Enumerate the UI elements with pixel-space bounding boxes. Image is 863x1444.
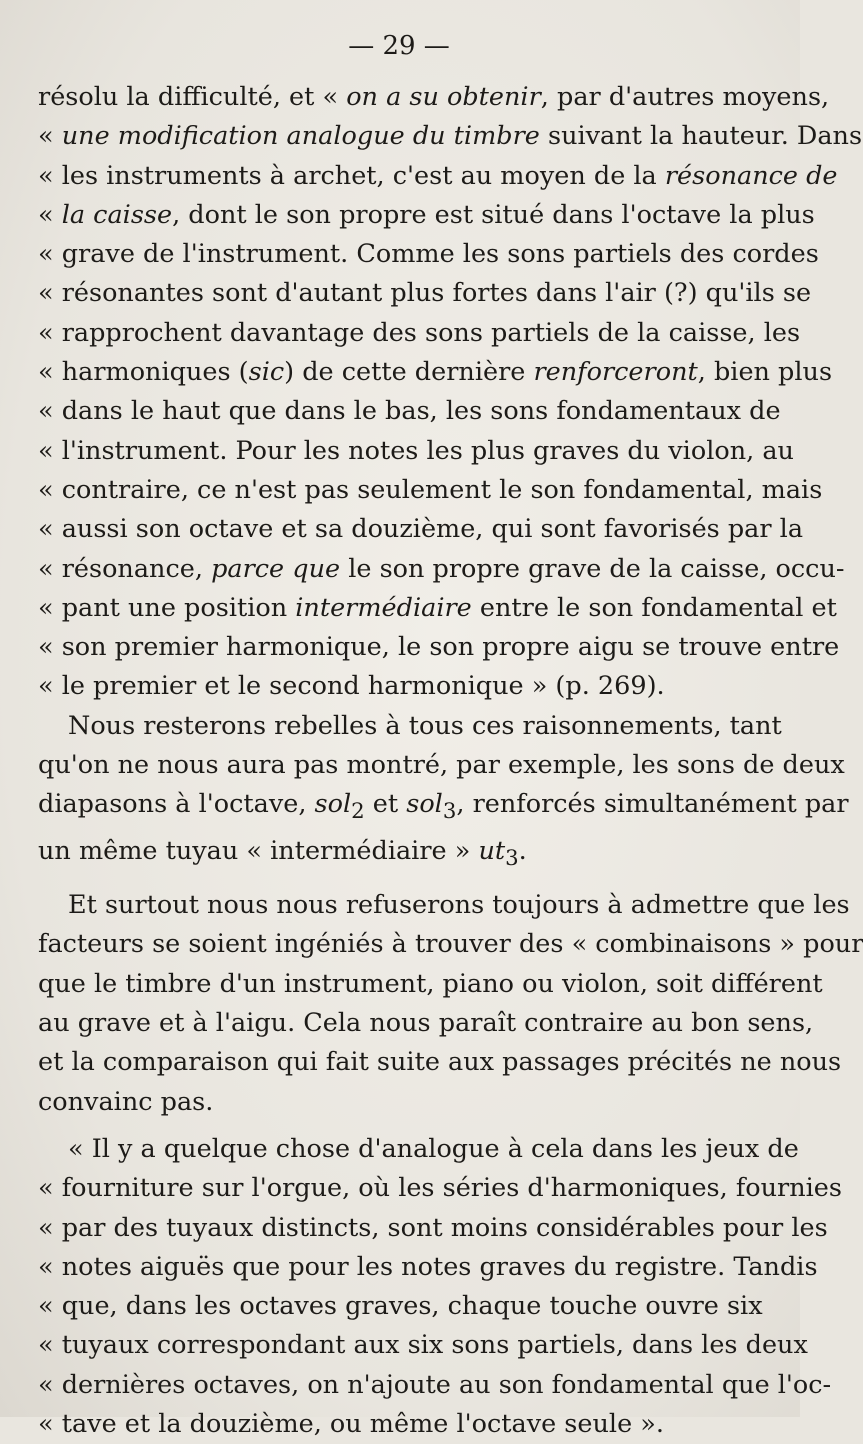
page-number: — 29 —	[348, 31, 450, 61]
text-run: un même tuyau « intermédiaire »	[38, 835, 479, 866]
text-run: ut	[478, 835, 506, 866]
text-line	[38, 886, 850, 925]
text-run: convainc pas.	[38, 1086, 214, 1117]
text-run: « les instruments à archet, c'est au moyen de la	[38, 160, 665, 191]
text-line	[38, 1326, 808, 1365]
text-run: on a su obtenir	[346, 82, 541, 112]
text-run: sic	[248, 357, 285, 388]
text-run: 2	[351, 799, 365, 825]
text-run: parce que	[211, 553, 341, 584]
text-run: le son propre grave de la caisse, occu-	[340, 553, 845, 584]
text-run: « rapprochent davantage des sons partiels de la caisse, les	[38, 317, 801, 348]
text-run: « Il y a quelque chose d'analogue à cela dans les jeux de	[68, 1133, 799, 1164]
text-line	[38, 667, 760, 706]
text-line	[38, 1043, 842, 1082]
text-run: et la comparaison qui fait suite aux passages précités ne nous	[38, 1047, 842, 1078]
text-line	[38, 1169, 842, 1208]
text-line	[38, 392, 781, 431]
text-line	[38, 510, 804, 549]
text-line	[38, 432, 794, 471]
text-line	[38, 353, 833, 392]
text-run: facteurs se soient ingéniés à trouver des « combinaisons » pour	[38, 929, 863, 960]
text-run: « dernières octaves, on n'ajoute au son fondamental que l'oc-	[38, 1369, 832, 1400]
text-run: « par des tuyaux distincts, sont moins considérables pour les	[38, 1212, 828, 1243]
text-run: , dont le son propre est situé dans l'octave la plus	[172, 199, 815, 230]
text-run: « grave de l'instrument. Comme les sons partiels des cordes	[38, 239, 819, 270]
text-line	[38, 785, 849, 831]
text-run: Nous resterons rebelles à tous ces raisonnements, tant	[68, 710, 782, 741]
text-run: « l'instrument. Pour les notes les plus graves du violon, au	[38, 435, 794, 466]
text-line	[38, 707, 782, 746]
text-run: ) de cette dernière	[284, 357, 534, 388]
text-run: résolu la difficulté, et «	[38, 82, 347, 112]
text-line	[38, 1083, 760, 1122]
text-run: «	[38, 121, 62, 152]
text-line	[38, 1287, 763, 1326]
text-line	[38, 117, 863, 156]
text-line	[38, 157, 838, 196]
text-run: , par d'autres moyens,	[540, 82, 830, 112]
text-run: «	[38, 199, 62, 230]
text-run: et	[364, 789, 407, 820]
text-line	[38, 235, 819, 274]
text-line	[38, 1366, 832, 1405]
text-line	[38, 1248, 818, 1287]
text-run: sol	[406, 789, 443, 820]
text-run: 3	[505, 845, 519, 871]
text-run: que le timbre d'un instrument, piano ou violon, soit différent	[38, 968, 823, 999]
text-run: « que, dans les octaves graves, chaque touche ouvre six	[38, 1291, 763, 1322]
text-line	[38, 1209, 828, 1248]
text-run: « dans le haut que dans le bas, les sons fondamentaux de	[38, 396, 781, 427]
text-line	[38, 746, 845, 785]
text-line	[38, 471, 823, 510]
text-run: « tuyaux correspondant aux six sons partiels, dans les deux	[38, 1330, 808, 1361]
text-run: « pant une position	[38, 592, 296, 623]
text-run: résonance de	[664, 160, 838, 191]
text-line	[38, 196, 815, 235]
text-run: qu'on ne nous aura pas montré, par exemple, les sons de deux	[38, 750, 845, 781]
text-run: « résonance,	[38, 553, 212, 584]
text-run: « tave et la douzième, ou même l'octave seule ».	[38, 1408, 664, 1439]
paragraph-1	[38, 707, 849, 878]
text-run: au grave et à l'aigu. Cela nous paraît contraire au bon sens,	[38, 1008, 814, 1039]
paragraph-2	[38, 886, 863, 1122]
text-line	[38, 925, 863, 964]
text-run: « contraire, ce n'est pas seulement le son fondamental, mais	[38, 474, 823, 505]
text-run: « aussi son octave et sa douzième, qui sont favorisés par la	[38, 514, 804, 545]
text-run: diapasons à l'octave,	[38, 789, 315, 820]
text-line	[38, 78, 830, 117]
text-run: renforceront	[533, 357, 698, 388]
text-line	[38, 1004, 814, 1043]
text-run: .	[518, 835, 527, 866]
text-run: suivant la hauteur. Dans	[539, 121, 863, 152]
text-run: une modification analogue du timbre	[61, 121, 540, 152]
text-line	[38, 1405, 760, 1444]
text-run: « le premier et le second harmonique » (p. 269).	[38, 671, 665, 702]
text-run: intermédiaire	[295, 592, 472, 623]
quote-block	[38, 78, 863, 707]
text-line	[38, 589, 837, 628]
text-run: « son premier harmonique, le son propre aigu se trouve entre	[38, 632, 840, 663]
text-run: , bien plus	[697, 357, 833, 388]
text-line	[38, 832, 760, 878]
text-line	[38, 1130, 799, 1169]
text-line	[38, 314, 801, 353]
text-run: 3	[442, 799, 457, 825]
text-line	[38, 274, 812, 313]
paragraph-3	[38, 1130, 842, 1444]
text-line	[38, 965, 823, 1004]
text-run: « fourniture sur l'orgue, où les séries d'harmoniques, fournies	[38, 1173, 842, 1204]
text-run: « notes aiguës que pour les notes graves du registre. Tandis	[38, 1251, 818, 1282]
text-run: entre le son fondamental et	[471, 592, 837, 623]
text-line	[38, 628, 840, 667]
text-run: , renforcés simultanément par	[456, 789, 849, 820]
text-line	[38, 550, 845, 589]
text-run: Et surtout nous nous refuserons toujours à admettre que les	[68, 890, 850, 921]
text-run: « harmoniques (	[38, 357, 249, 388]
text-run: « résonantes sont d'autant plus fortes dans l'air (?) qu'ils se	[38, 278, 812, 309]
text-run: sol	[314, 789, 352, 820]
text-run: la caisse	[61, 199, 173, 230]
